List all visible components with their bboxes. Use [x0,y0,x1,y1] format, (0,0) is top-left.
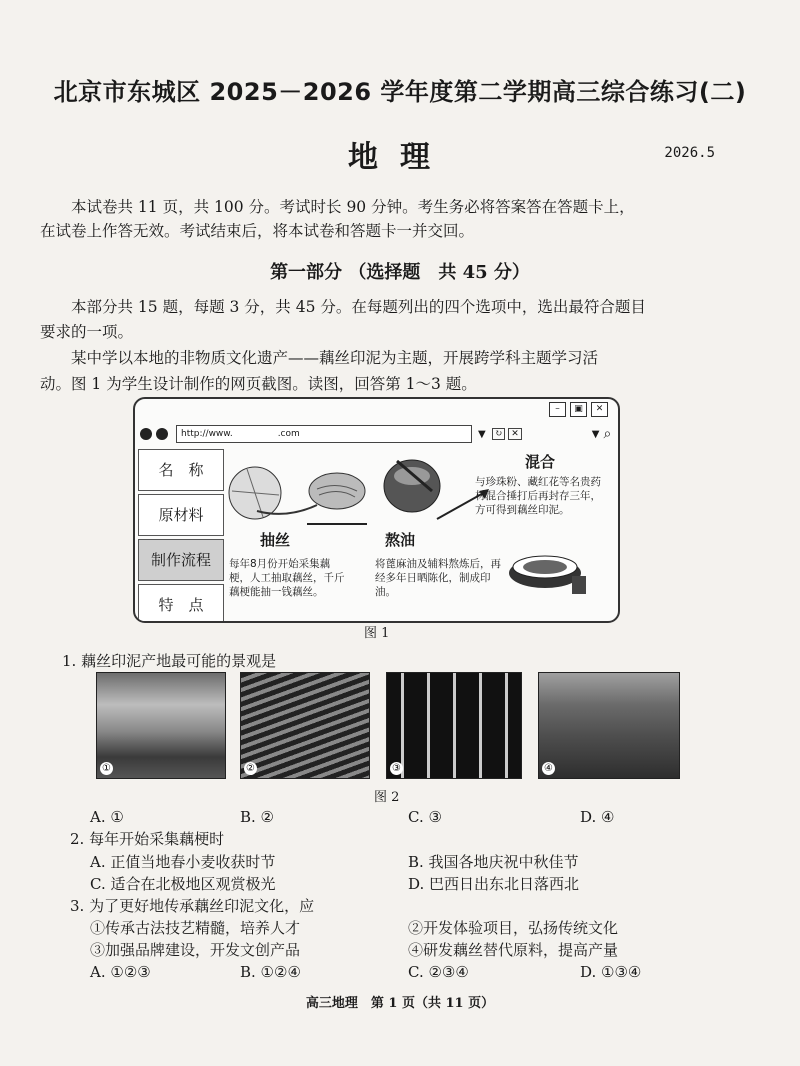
tab-process: 制作流程 [138,539,224,581]
step-oil-label: 熬油 [385,531,416,549]
landscape-photo-2 [240,672,370,779]
close-icon: ✕ [591,402,608,417]
tab-materials: 原材料 [138,494,224,536]
step-silk-desc: 每年8月份开始采集藕梗，人工抽取藕丝，千斤藕梗能抽一钱藕丝。 [229,558,345,598]
search-icon: ⌕ [603,426,612,442]
step-oil-desc: 将蓖麻油及辅料熬炼后，再经多年日晒陈化，制成印油。 [375,558,501,598]
back-icon [140,428,152,440]
dropdown-icon: ▼ [478,428,486,440]
landscape-photo-4 [538,672,680,779]
photo-label-3: ③ [390,762,403,775]
silk-plate-icon [309,473,365,509]
q3-option-a[interactable]: A. ①②③ [90,963,151,981]
q1-option-b[interactable]: B. ② [240,808,275,826]
q3-item-1: ①传承古法技艺精髓，培养人才 [90,919,301,937]
stop-icon: ✕ [508,428,522,440]
figure-2-caption: 图 2 [374,790,400,805]
photo-label-1: ① [100,762,113,775]
forward-icon [156,428,168,440]
step-mix-label: 混合 [525,453,556,471]
cooking-pot-icon [384,460,440,512]
q2-option-c[interactable]: C. 适合在北极地区观赏极光 [90,875,276,893]
intro-line-1: 本试卷共 11 页，共 100 分。考试时长 90 分钟。考生务必将答案答在答题卡上， [71,198,635,216]
step-mix-desc: 与珍珠粉、藏红花等名贵药材混合捶打后再封存三年，方可得到藕丝印泥。 [475,476,601,516]
context-line-2: 动。图 1 为学生设计制作的网页截图。读图，回答第 1～3 题。 [40,375,477,393]
landscape-photo-3 [386,672,522,779]
q3-option-b[interactable]: B. ①②④ [240,963,301,981]
question-3-stem: 3. 为了更好地传承藕丝印泥文化，应 [70,897,315,915]
q2-option-a[interactable]: A. 正值当地春小麦收获时节 [90,853,276,871]
exam-date: 2026.5 [664,145,715,161]
url-field: http://www. .com [176,425,472,443]
q2-option-b[interactable]: B. 我国各地庆祝中秋佳节 [408,853,579,871]
step-silk-label: 抽丝 [260,531,291,549]
address-bar [140,423,613,445]
search-dropdown-icon: ▼ [591,428,600,440]
section-title: 第一部分 （选择题 共 45 分） [270,262,530,283]
section-desc-2: 要求的一项。 [40,323,134,341]
question-1-stem: 1. 藕丝印泥产地最可能的景观是 [62,652,277,670]
tab-name: 名 称 [138,449,224,491]
ink-box-icon [509,556,586,594]
q2-option-d[interactable]: D. 巴西日出东北日落西北 [408,875,580,893]
page-footer: 高三地理 第 1 页（共 11 页） [305,996,495,1011]
context-line-1: 某中学以本地的非物质文化遗产——藕丝印泥为主题，开展跨学科主题学习活 [71,349,599,367]
photo-label-4: ④ [542,762,555,775]
landscape-photo-1 [96,672,226,779]
figure-1-webpage [133,397,620,623]
q3-item-2: ②开发体验项目，弘扬传统文化 [408,919,619,937]
intro-line-2: 在试卷上作答无效。考试结束后，将本试卷和答题卡一并交回。 [40,222,475,240]
lotus-stem-icon [229,467,317,519]
q3-option-c[interactable]: C. ②③④ [408,963,469,981]
tab-features: 特 点 [138,584,224,623]
minimize-icon: – [549,402,566,417]
question-2-stem: 2. 每年开始采集藕梗时 [70,830,225,848]
q3-item-3: ③加强品牌建设，开发文创产品 [90,941,301,959]
subject-title: 地理 [348,140,452,175]
refresh-icon: ↻ [492,428,506,440]
q1-option-c[interactable]: C. ③ [408,808,442,826]
q3-option-d[interactable]: D. ①③④ [580,963,642,981]
photo-label-2: ② [244,762,257,775]
window-titlebar [135,399,618,421]
webpage-tabs [138,449,224,623]
exam-title: 北京市东城区 2025－2026 学年度第二学期高三综合练习(二) [53,78,747,106]
q1-option-d[interactable]: D. ④ [580,808,615,826]
section-desc-1: 本部分共 15 题，每题 3 分，共 45 分。在每题列出的四个选项中，选出最符合题目 [71,298,646,316]
maximize-icon: ▣ [570,402,587,417]
q3-item-4: ④研发藕丝替代原料，提高产量 [408,941,619,959]
figure-1-caption: 图 1 [364,626,390,641]
q1-option-a[interactable]: A. ① [90,808,124,826]
